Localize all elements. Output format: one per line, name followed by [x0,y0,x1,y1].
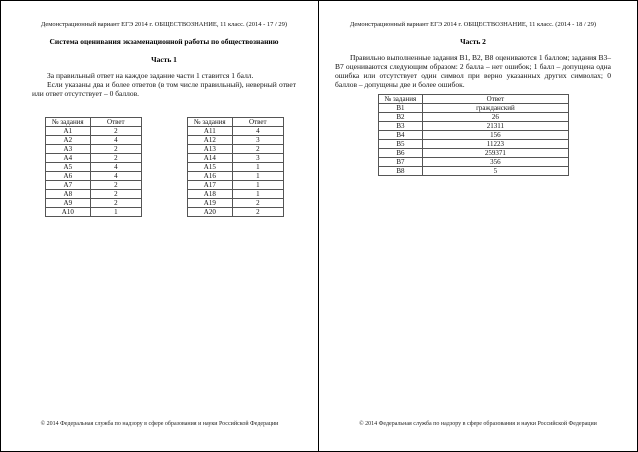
table-cell: 4 [233,127,283,136]
table-cell: 4 [91,163,141,172]
table-cell: 1 [233,163,283,172]
page-right [319,1,637,451]
table-cell: В6 [378,149,423,158]
table-cell: А2 [45,136,91,145]
scoring-rule-paragraph: Правильно выполненные задания В1, В2, В8 оцениваются 1 баллом; задания В3–В7 оцениваются следующим образом: 2 балла – нет ошибок; 1 балл – допущена одна ошибка или отсутствует один символ при верно указанных других символах; 0 баллов – допущены две и более ошибок. [335,53,611,89]
table-cell: 4 [91,172,141,181]
table-row [45,163,141,172]
table-row [187,199,283,208]
table-header-row [378,95,568,104]
column-header: Ответ [91,118,141,127]
table-cell: 2 [91,199,141,208]
table-row [187,172,283,181]
table-cell: В5 [378,140,423,149]
page-left [1,1,319,451]
table-row [378,131,568,140]
table-cell: 1 [233,190,283,199]
table-cell: А20 [187,208,233,217]
table-row [187,127,283,136]
table-cell: А17 [187,181,233,190]
table-header-row [45,118,141,127]
table-cell: 11223 [423,140,568,149]
copyright-footer: © 2014 Федеральная служба по надзору в сфере образования и науки Российской Федерации [359,421,597,427]
table-cell: А9 [45,199,91,208]
scoring-rule-paragraph: Если указаны два и более ответов (в том числе правильный), неверный ответ или ответ отсутствует – 0 баллов. [32,80,296,98]
page-header: Демонстрационный вариант ЕГЭ 2014 г. ОБЩЕСТВОЗНАНИЕ, 11 класс. (2014 - 17 / 29) [40,21,288,28]
table-row [187,154,283,163]
table-cell: 1 [233,181,283,190]
answer-table-row [335,94,611,176]
table-cell: А14 [187,154,233,163]
table-cell: 2 [91,127,141,136]
table-cell: 2 [91,181,141,190]
table-row [45,199,141,208]
column-header: № задания [187,118,233,127]
table-cell: А5 [45,163,91,172]
page-header: Демонстрационный вариант ЕГЭ 2014 г. ОБЩЕСТВОЗНАНИЕ, 11 класс. (2014 - 18 / 29) [349,21,597,28]
table-cell: В1 [378,104,423,113]
table-cell: А12 [187,136,233,145]
table-cell: 5 [423,167,568,176]
table-cell: В3 [378,122,423,131]
table-row [45,190,141,199]
table-row [378,104,568,113]
table-cell: А15 [187,163,233,172]
table-row [45,127,141,136]
answer-tables-row [32,117,296,217]
table-cell: гражданский [423,104,568,113]
table-cell: 4 [91,136,141,145]
answer-table-b1-b8 [378,94,569,176]
table-cell: А13 [187,145,233,154]
table-row [187,163,283,172]
table-row [378,149,568,158]
table-cell: А19 [187,199,233,208]
answer-table-a1-a10 [45,117,142,217]
table-cell: А10 [45,208,91,217]
table-cell: 1 [91,208,141,217]
table-row [45,154,141,163]
table-cell: 2 [233,208,283,217]
table-cell: 21311 [423,122,568,131]
table-row [45,172,141,181]
table-cell: А3 [45,145,91,154]
table-cell: А11 [187,127,233,136]
scoring-rule-paragraph: За правильный ответ на каждое задание части 1 ставится 1 балл. [47,71,254,80]
part-2-title: Часть 2 [460,37,486,46]
table-row [45,181,141,190]
column-header: Ответ [233,118,283,127]
column-header: № задания [45,118,91,127]
table-cell: А4 [45,154,91,163]
table-cell: В7 [378,158,423,167]
table-cell: В8 [378,167,423,176]
table-cell: 2 [233,145,283,154]
table-row [378,158,568,167]
table-cell: 156 [423,131,568,140]
table-row [45,145,141,154]
table-cell: А18 [187,190,233,199]
part-1-title: Часть 1 [151,55,177,64]
table-row [378,167,568,176]
table-row [45,208,141,217]
table-cell: А6 [45,172,91,181]
table-row [187,208,283,217]
table-cell: А16 [187,172,233,181]
table-row [187,181,283,190]
table-row [187,145,283,154]
answer-table-a11-a20 [187,117,284,217]
table-header-row [187,118,283,127]
table-row [187,190,283,199]
column-header: Ответ [423,95,568,104]
table-cell: 2 [91,190,141,199]
table-cell: 3 [233,154,283,163]
table-row [378,140,568,149]
table-cell: А1 [45,127,91,136]
copyright-footer: © 2014 Федеральная служба по надзору в сфере образования и науки Российской Федерации [40,421,279,427]
table-row [378,113,568,122]
table-row [378,122,568,131]
table-cell: В4 [378,131,423,140]
table-cell: 3 [233,136,283,145]
table-row [45,136,141,145]
table-cell: 2 [91,145,141,154]
table-row [187,136,283,145]
section-title: Система оценивания экзаменационной работы по обществознанию [49,37,279,46]
table-cell: А8 [45,190,91,199]
table-cell: 2 [91,154,141,163]
table-cell: 1 [233,172,283,181]
table-cell: В2 [378,113,423,122]
column-header: № задания [378,95,423,104]
table-cell: 259371 [423,149,568,158]
table-cell: А7 [45,181,91,190]
table-cell: 26 [423,113,568,122]
table-cell: 356 [423,158,568,167]
table-cell: 2 [233,199,283,208]
